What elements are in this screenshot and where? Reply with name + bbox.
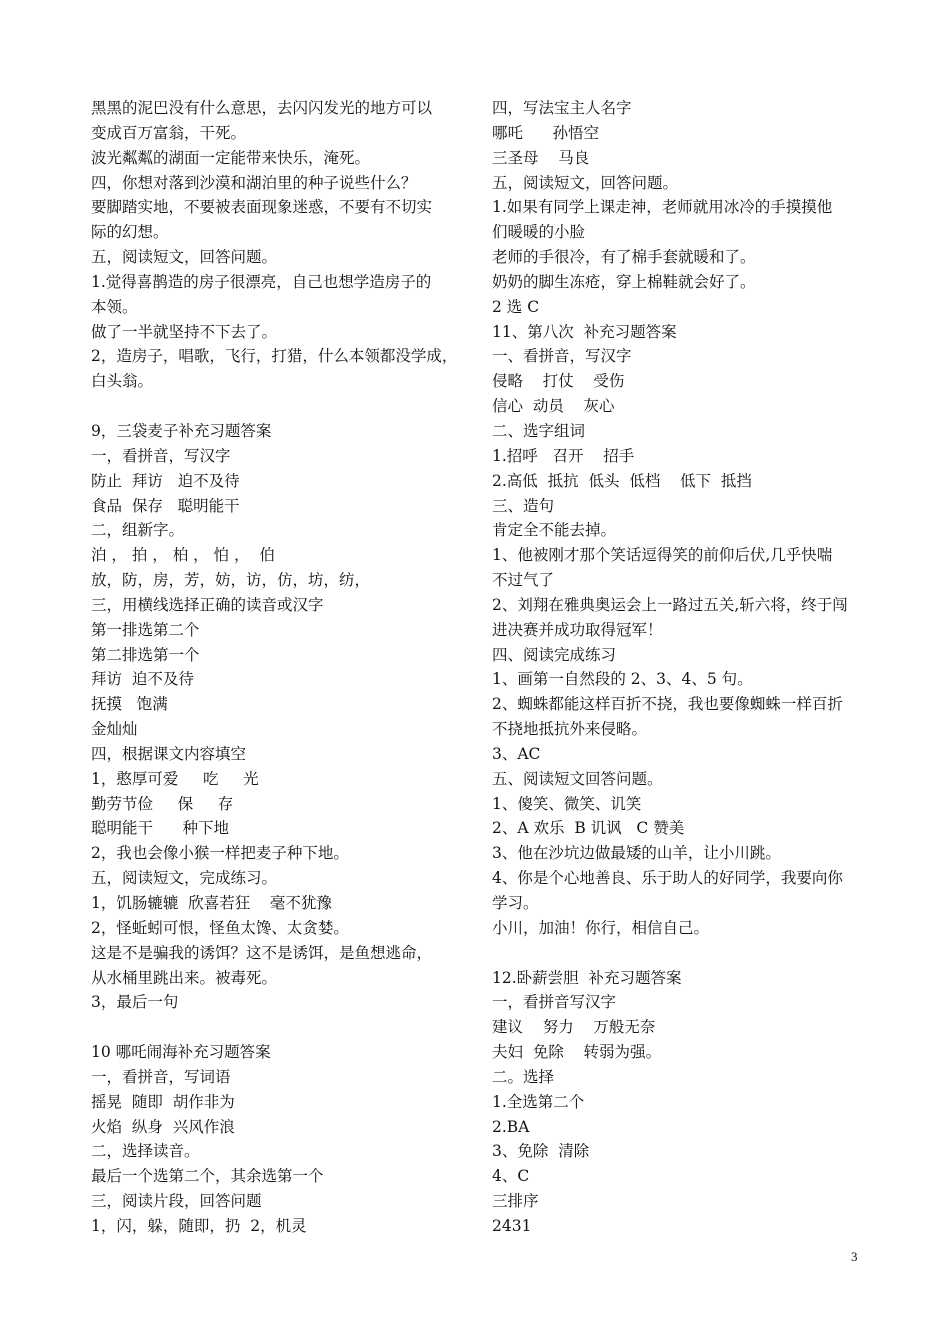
right-column-line: 三圣母 马良 xyxy=(492,148,590,167)
right-column-line: 1、傻笑、微笑、讥笑 xyxy=(492,794,642,813)
left-column-line: 3，最后一句 xyxy=(91,993,179,1012)
left-column-line: 二，选择读音。 xyxy=(91,1142,200,1161)
right-column-line: 2.BA xyxy=(492,1117,530,1136)
left-column-line: 最后一个选第二个，其余选第一个 xyxy=(91,1167,324,1186)
right-column-line: 2、刘翔在雅典奥运会上一路过五关,斩六将，终于闯 xyxy=(492,595,848,614)
right-column-line: 五、阅读短文回答问题。 xyxy=(492,769,663,788)
right-column-line: 12.卧薪尝胆 补充习题答案 xyxy=(492,968,682,987)
right-column-line: 小川，加油！你行，相信自己。 xyxy=(492,918,710,937)
left-column-line: 要脚踏实地，不要被表面现象迷惑，不要有不切实 xyxy=(91,198,433,217)
left-column-line: 变成百万富翁，干死。 xyxy=(91,123,247,142)
right-column-line: 3、他在沙坑边做最矮的山羊，让小川跳。 xyxy=(492,844,781,863)
left-column-line: 2，造房子，唱歌，飞行，打猎，什么本领都没学成， xyxy=(91,347,458,366)
right-column-line: 四、阅读完成练习 xyxy=(492,645,617,664)
right-column-line: 进决赛并成功取得冠军！ xyxy=(492,620,663,639)
page-number: 3 xyxy=(851,1249,858,1264)
right-column-line: 2、蜘蛛都能这样百折不挠，我也要像蜘蛛一样百折 xyxy=(492,695,843,714)
right-column-line: 学习。 xyxy=(492,894,539,912)
left-column-line: 9，三袋麦子补充习题答案 xyxy=(91,421,272,440)
left-column-line: 聪明能干 种下地 xyxy=(91,819,230,838)
left-column-line: 白头翁。 xyxy=(91,372,154,391)
right-column-line: 一，看拼音写汉字 xyxy=(492,993,617,1012)
right-column-line: 奶奶的脚生冻疮，穿上棉鞋就会好了。 xyxy=(492,272,756,291)
right-column-line: 1.如果有同学上课走神，老师就用冰冷的手摸摸他 xyxy=(492,198,833,217)
right-column-line: 不挠地抵抗外来侵略。 xyxy=(492,720,648,739)
right-column-line: 五，阅读短文，回答问题。 xyxy=(492,173,679,192)
right-column-line: 二。选择 xyxy=(492,1067,555,1086)
right-column-line: 2 选 C xyxy=(492,297,540,316)
left-column-line: 五，阅读短文，回答问题。 xyxy=(91,248,278,267)
right-column-line: 们暖暖的小脸 xyxy=(492,223,586,242)
left-column-line: 四，你想对落到沙漠和湖泊里的种子说些什么？ xyxy=(91,173,417,192)
right-column-line: 4、C xyxy=(492,1167,530,1186)
left-column-line: 从水桶里跳出来。被毒死。 xyxy=(91,968,278,987)
left-column-line: 四，根据课文内容填空 xyxy=(91,744,247,763)
left-column-line: 拜访 迫不及待 xyxy=(91,670,194,689)
left-column-line: 2，我也会像小猴一样把麦子种下地。 xyxy=(91,844,349,863)
right-column-line: 二、选字组词 xyxy=(492,421,586,440)
left-column-line: 本领。 xyxy=(91,297,138,316)
left-column-line: 勤劳节俭 保 存 xyxy=(91,794,234,813)
left-column-line: 放，防，房，芳，妨，访，仿，坊，纺， xyxy=(91,571,371,590)
left-column-line: 火焰 纵身 兴风作浪 xyxy=(91,1117,235,1136)
left-column-line: 波光粼粼的湖面一定能带来快乐，淹死。 xyxy=(91,148,371,167)
right-column-line: 1、他被刚才那个笑话逗得笑的前仰后伏,几乎快喘 xyxy=(492,546,833,565)
left-column-line: 1，饥肠辘辘 欣喜若狂 毫不犹豫 xyxy=(91,894,332,912)
right-column-line: 2、A 欢乐 B 讥讽 C 赞美 xyxy=(492,819,685,838)
left-column xyxy=(91,96,469,1239)
left-column-line: 10 哪吒闹海补充习题答案 xyxy=(91,1043,271,1062)
left-column-line: 做了一半就坚持不下去了。 xyxy=(91,322,278,341)
right-column-line: 一、看拼音，写汉字 xyxy=(492,347,632,366)
right-column-line: 不过气了 xyxy=(492,571,555,590)
left-column-line: 金灿灿 xyxy=(91,720,138,739)
left-column-line xyxy=(91,394,469,419)
right-column-line: 老师的手很冷，有了棉手套就暖和了。 xyxy=(492,248,756,267)
left-column-line: 1，闪，躲，随即，扔 2，机灵 xyxy=(91,1216,307,1235)
left-column-line: 摇晃 随即 胡作非为 xyxy=(91,1092,235,1111)
right-column-line: 2.高低 抵抗 低头 低档 低下 抵挡 xyxy=(492,471,752,490)
right-column-line: 夫妇 免除 转弱为强。 xyxy=(492,1043,662,1062)
left-column-line: 际的幻想。 xyxy=(91,223,169,242)
right-column-line: 三排序 xyxy=(492,1192,539,1211)
left-column-line: 泊 ， 拍 ， 柏 ， 怕 ， 伯 xyxy=(91,546,275,565)
left-column-line: 1，憨厚可爱 吃 光 xyxy=(91,769,259,788)
left-column-line: 食品 保存 聪明能干 xyxy=(91,496,240,515)
right-column-line: 四，写法宝主人名字 xyxy=(492,99,632,117)
left-column-line: 二，组新字。 xyxy=(91,521,185,540)
left-column-line xyxy=(91,1015,469,1040)
left-column-line: 第二排选第一个 xyxy=(91,645,200,664)
left-column-line: 防止 拜访 迫不及待 xyxy=(91,471,240,490)
right-column-line: 建议 努力 万般无奈 xyxy=(492,1018,656,1037)
right-column-line: 肯定全不能去掉。 xyxy=(492,521,617,540)
right-column-line: 哪吒 孙悟空 xyxy=(492,123,600,142)
left-column-line: 2，怪蚯蚓可恨，怪鱼太馋、太贪婪。 xyxy=(91,918,349,937)
right-column-line: 3、AC xyxy=(492,744,541,763)
left-column-line: 第一排选第二个 xyxy=(91,620,200,639)
right-column-line: 信心 动员 灰心 xyxy=(492,397,615,416)
right-column xyxy=(492,96,870,1239)
left-column-line: 三，用横线选择正确的读音或汉字 xyxy=(91,595,324,614)
right-column-line: 三、造句 xyxy=(492,496,555,515)
right-column-line: 3、免除 清除 xyxy=(492,1142,590,1161)
right-column-line: 1、画第一自然段的 2、3、4、5 句。 xyxy=(492,670,753,689)
right-column-line: 11、第八次 补充习题答案 xyxy=(492,322,677,341)
right-column-line xyxy=(492,941,870,966)
left-column-line: 三，阅读片段，回答问题 xyxy=(91,1192,262,1211)
left-column-line: 一，看拼音，写词语 xyxy=(91,1067,231,1086)
left-column-line: 1.觉得喜鹊造的房子很漂亮，自己也想学造房子的 xyxy=(91,272,432,291)
left-column-line: 黑黑的泥巴没有什么意思，去闪闪发光的地方可以 xyxy=(91,99,433,117)
left-column-line: 五，阅读短文，完成练习。 xyxy=(91,869,278,888)
right-column-line: 4、你是个心地善良、乐于助人的好同学，我要向你 xyxy=(492,869,843,888)
left-column-line: 一，看拼音，写汉字 xyxy=(91,446,231,465)
left-column-line: 这是不是骗我的诱饵？这不是诱饵，是鱼想逃命， xyxy=(91,943,433,962)
right-column-line: 1.招呼 召开 招手 xyxy=(492,446,635,465)
left-column-line: 抚摸 饱满 xyxy=(91,695,168,714)
right-column-line: 1.全选第二个 xyxy=(492,1092,585,1111)
right-column-line: 2431 xyxy=(492,1216,532,1235)
right-column-line: 侵略 打仗 受伤 xyxy=(492,372,625,391)
